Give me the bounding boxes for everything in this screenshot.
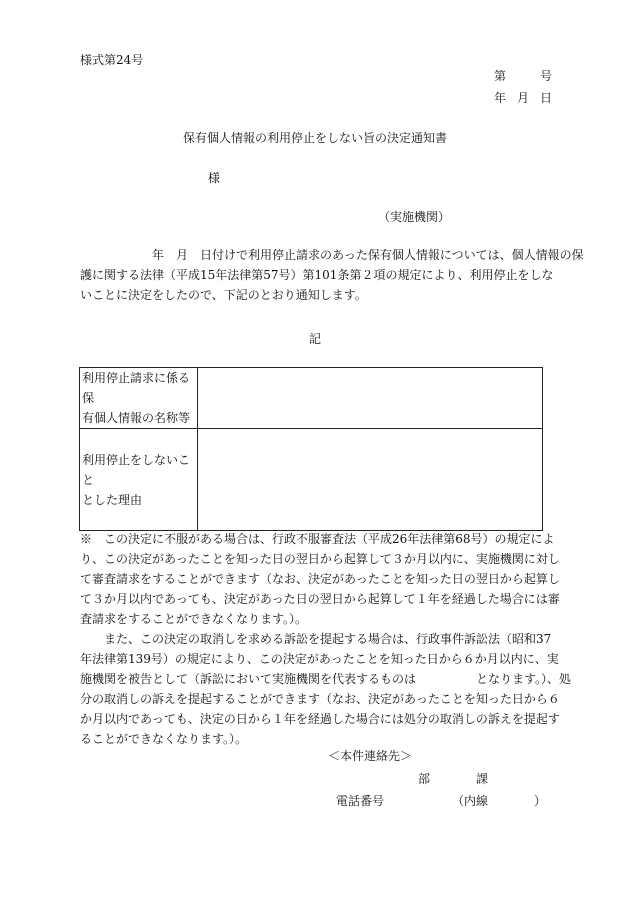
- table-row: [80, 429, 543, 531]
- form-number: 様式第24号: [80, 53, 144, 67]
- table-value-cell: [198, 368, 543, 429]
- note-lawsuit: [80, 629, 572, 749]
- note-line: り、この決定があったことを知った日の翌日から起算して３か月以内に、実施機関に対し: [80, 552, 560, 566]
- contact-extension-close: ）: [534, 794, 547, 808]
- table-row: [80, 368, 543, 429]
- body-line: いことに決定をしたので、下記のとおり通知します。: [80, 288, 367, 302]
- contact-extension-open: （内線: [452, 794, 489, 808]
- table-value-cell: [198, 429, 543, 531]
- document-number-suffix: 号: [540, 69, 553, 83]
- issuer-label: （実施機関）: [378, 210, 451, 224]
- note-line: て審査請求をすることができます（なお、決定があったことを知った日の翌日から起算し: [80, 572, 560, 586]
- note-line: 年法律第139号）の規定により、この決定があったことを知った日から６か月以内に、実: [80, 652, 559, 666]
- ki-heading: 記: [308, 332, 321, 346]
- contact-section: 課: [476, 772, 489, 786]
- body-line: 年 月 日付けで利用停止請求のあった保有個人情報については、個人情報の保: [80, 248, 584, 262]
- info-table: [79, 367, 543, 531]
- table-label-line: 利用停止請求に係る保: [82, 371, 191, 405]
- note-line: 査請求をすることができなくなります。）。: [80, 612, 308, 626]
- addressee-suffix: 様: [208, 171, 221, 185]
- note-line: か月以内であっても、決定の日から１年を経過した場合には処分の取消しの訴えを提起す: [80, 712, 560, 726]
- contact-phone-label: 電話番号: [336, 794, 385, 808]
- table-label-line: とした理由: [82, 492, 143, 507]
- date-month: 月: [517, 91, 530, 105]
- note-line: ※ この決定に不服がある場合は、行政不服審査法（平成26年法律第68号）の規定によ: [80, 532, 555, 546]
- contact-heading: ＜本件連絡先＞: [328, 749, 413, 763]
- table-label-cell: [80, 368, 198, 429]
- body-paragraph: [80, 245, 584, 305]
- date-year: 年: [494, 91, 507, 105]
- note-line: ることができなくなります。）。: [80, 732, 248, 746]
- contact-department: 部: [418, 772, 431, 786]
- table-label-line: 利用停止をしないこと: [82, 452, 191, 487]
- table-label-cell: [80, 429, 198, 531]
- table-label-line: 有個人情報の名称等: [82, 411, 191, 425]
- document-title: 保有個人情報の利用停止をしない旨の決定通知書: [182, 131, 447, 145]
- note-line: また、この決定の取消しを求める訴訟を提起する場合は、行政事件訴訟法（昭和37: [80, 632, 552, 646]
- note-administrative-appeal: [80, 529, 560, 629]
- note-line: て３か月以内であっても、決定があった日の翌日から起算して１年を経過した場合には審: [80, 592, 560, 606]
- document-number-prefix: 第: [494, 69, 507, 83]
- body-line: 護に関する法律（平成15年法律第57号）第101条第２項の規定により、利用停止をしな: [80, 268, 554, 282]
- date-day: 日: [540, 91, 553, 105]
- note-line: 分の取消しの訴えを提起することができます（なお、決定があったことを知った日から６: [80, 692, 560, 706]
- note-line: 施機関を被告として（訴訟において実施機関を代表するものは となります。）、処: [80, 672, 572, 686]
